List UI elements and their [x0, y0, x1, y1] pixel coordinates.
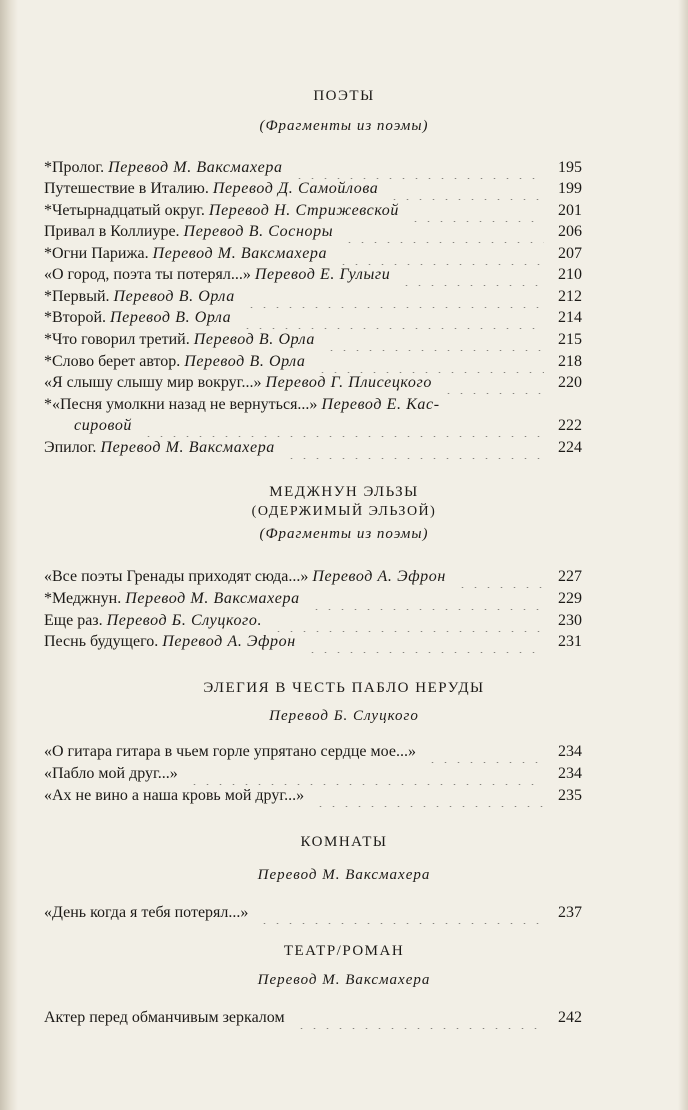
- toc-entry-title: «Пабло мой друг...»: [44, 765, 178, 782]
- page-number: 227: [558, 568, 582, 585]
- toc-entry-text: [44, 200, 399, 222]
- asterisk-mark: *: [44, 245, 52, 262]
- toc-entry-text: [44, 394, 440, 416]
- toc-entry-text: [44, 178, 378, 200]
- dot-leader: [306, 631, 544, 653]
- toc-entry-translator: Перевод В. Орла: [193, 331, 316, 348]
- dot-leader: [388, 178, 544, 200]
- dot-leader: [310, 588, 544, 610]
- page-number: 230: [558, 612, 582, 629]
- toc-entry-translator: Перевод Б. Слуцкого.: [106, 612, 263, 629]
- toc-entry-text: [44, 631, 296, 653]
- toc-entry-translator: Перевод Г. Плисецкого: [265, 374, 432, 391]
- toc-entry: [44, 178, 582, 200]
- dot-leader: [285, 437, 544, 459]
- toc-entry: [44, 566, 582, 588]
- toc-entry-translator: Перевод М. Ваксмахера: [152, 245, 328, 262]
- dot-leader: [343, 221, 544, 243]
- toc-entry-title: «О гитара гитара в чьем горле упрятано сердце мое...»: [44, 743, 416, 760]
- toc-entry-title: Пролог.: [52, 159, 109, 176]
- toc-entry-title: «Все поэты Гренады приходят сюда...»: [44, 568, 313, 585]
- page-number: 206: [558, 223, 582, 240]
- toc-entry: [44, 243, 582, 265]
- toc-entry-title: Эпилог.: [44, 439, 101, 456]
- dot-leader: [295, 1007, 544, 1029]
- asterisk-mark: *: [44, 590, 52, 607]
- toc-entry-text: [44, 610, 262, 632]
- section-title: МЕДЖНУН ЭЛЬЗЫ: [269, 484, 419, 500]
- toc-entry-translator: Перевод М. Ваксмахера: [108, 159, 283, 176]
- page-number: 231: [558, 633, 582, 650]
- toc-entry-text: [44, 588, 300, 610]
- dot-leader: [400, 264, 544, 286]
- toc-entry-translator: Перевод Д. Самойлова: [212, 180, 379, 197]
- dot-leader: [245, 286, 544, 308]
- toc-entry: [44, 631, 582, 653]
- dot-leader: [314, 785, 544, 807]
- section-subtitle: (Фрагменты из поэмы): [259, 118, 429, 134]
- toc-entry-text: [44, 566, 446, 588]
- toc-entry-title: Что говорил третий.: [52, 331, 194, 348]
- toc-entry-translator: Перевод Е. Кас-: [321, 396, 440, 413]
- toc-entry: [44, 588, 582, 610]
- toc-entry: [44, 157, 582, 179]
- toc-entry-title: Песнь будущего.: [44, 633, 163, 650]
- section-title-alt: (ОДЕРЖИМЫЙ ЭЛЬЗОЙ): [251, 504, 437, 519]
- toc-entry-title: Первый.: [52, 288, 114, 305]
- toc-entry-title: Второй.: [52, 309, 111, 326]
- toc-entry-translator: Перевод Н. Стрижевской: [208, 202, 399, 219]
- page-number: 207: [558, 245, 582, 262]
- section-subtitle: Перевод М. Ваксмахера: [257, 972, 431, 988]
- toc-entry: [44, 329, 582, 351]
- dot-leader: [426, 741, 544, 763]
- page-number: 234: [558, 765, 582, 782]
- toc-entry-title: «День когда я тебя потерял...»: [44, 904, 249, 921]
- page-number: 210: [558, 266, 582, 283]
- toc-entry-text: [44, 1007, 285, 1029]
- dot-leader: [456, 566, 544, 588]
- dot-leader: [293, 157, 544, 179]
- toc-entry-text: [44, 264, 390, 286]
- asterisk-mark: *: [44, 288, 52, 305]
- toc-entry-title: «О город, поэта ты потерял...»: [44, 266, 255, 283]
- page-number: 234: [558, 743, 582, 760]
- dot-leader: [325, 329, 544, 351]
- toc-entry-title: «Песня умолкни назад не вернуться...»: [52, 396, 322, 413]
- toc-entry-text: [44, 243, 327, 265]
- page-number: 229: [558, 590, 582, 607]
- toc-entry-text: [44, 372, 432, 394]
- asterisk-mark: *: [44, 159, 52, 176]
- toc-entry-text: [74, 415, 132, 437]
- toc-entry-translator: Перевод В. Орла: [110, 309, 232, 326]
- section-subtitle: Перевод Б. Слуцкого: [269, 708, 419, 724]
- page-number: 201: [558, 202, 582, 219]
- toc-entry-translator: Перевод Е. Гулыги: [254, 266, 391, 283]
- toc-entry-title: Актер перед обманчивым зеркалом: [44, 1009, 285, 1026]
- toc-entry: [44, 415, 582, 437]
- dot-leader: [142, 415, 544, 437]
- toc-entry-translator: Перевод В. Орла: [184, 353, 306, 370]
- page-number: 215: [558, 331, 582, 348]
- toc-entry-translator: сировой: [74, 417, 133, 434]
- toc-entry-translator: Перевод М. Ваксмахера: [125, 590, 300, 607]
- toc-entry-text: [44, 763, 178, 785]
- page-number: 222: [558, 417, 582, 434]
- page-number: 214: [558, 309, 582, 326]
- page-number: 224: [558, 439, 582, 456]
- page-number: 235: [558, 787, 582, 804]
- asterisk-mark: *: [44, 396, 52, 413]
- toc-entry: [44, 200, 582, 222]
- toc-entry: [44, 394, 582, 416]
- asterisk-mark: *: [44, 309, 52, 326]
- toc-entry: [44, 264, 582, 286]
- dot-leader: [442, 372, 544, 394]
- toc-entry-title: «Я слышу слышу мир вокруг...»: [44, 374, 266, 391]
- toc-entry-text: [44, 286, 235, 308]
- toc-entry-title: Четырнадцатый округ.: [52, 202, 209, 219]
- section-subtitle: (Фрагменты из поэмы): [259, 526, 429, 542]
- toc-entry-title: «Ах не вино а наша кровь мой друг...»: [44, 787, 305, 804]
- page-number: 220: [558, 374, 582, 391]
- dot-leader: [241, 307, 544, 329]
- page-number: 242: [558, 1009, 582, 1026]
- toc-entry: [44, 902, 582, 924]
- toc-entry-text: [44, 221, 333, 243]
- toc-entry: [44, 741, 582, 763]
- toc-entry-title: Путешествие в Италию.: [44, 180, 213, 197]
- dot-leader: [258, 902, 544, 924]
- toc-entry-text: [44, 741, 416, 763]
- toc-entry-text: [44, 329, 315, 351]
- toc-entry: [44, 351, 582, 373]
- toc-entry-text: [44, 785, 304, 807]
- toc-entry: [44, 785, 582, 807]
- dot-leader: [188, 763, 544, 785]
- asterisk-mark: *: [44, 331, 52, 348]
- toc-entry-title: Привал в Коллиуре.: [44, 223, 184, 240]
- toc-entry-translator: Перевод В. Сосноры: [183, 223, 334, 240]
- page-number: 237: [558, 904, 582, 921]
- toc-entry-title: Слово берет автор.: [52, 353, 185, 370]
- section-subtitle: Перевод М. Ваксмахера: [257, 867, 431, 883]
- toc-entry-translator: Перевод А. Эфрон: [162, 633, 296, 650]
- section-title: ЭЛЕГИЯ В ЧЕСТЬ ПАБЛО НЕРУДЫ: [203, 680, 485, 696]
- page-number: 199: [558, 180, 582, 197]
- section-title: ПОЭТЫ: [313, 88, 375, 104]
- toc-entry-text: [44, 437, 275, 459]
- page-number: 195: [558, 159, 582, 176]
- toc-entry-title: Еще раз.: [44, 612, 107, 629]
- toc-entry-text: [44, 351, 306, 373]
- asterisk-mark: *: [44, 353, 52, 370]
- dot-leader: [409, 200, 544, 222]
- toc-entry: [44, 763, 582, 785]
- toc-entry-text: [44, 902, 248, 924]
- toc-entry: [44, 372, 582, 394]
- section-title: ТЕАТР/РОМАН: [283, 943, 405, 959]
- page-number: 218: [558, 353, 582, 370]
- dot-leader: [337, 243, 544, 265]
- dot-leader: [316, 351, 544, 373]
- toc-entry: [44, 307, 582, 329]
- toc-entry: [44, 437, 582, 459]
- asterisk-mark: *: [44, 202, 52, 219]
- toc-entry-translator: Перевод А. Эфрон: [312, 568, 446, 585]
- toc-entry-translator: Перевод В. Орла: [113, 288, 235, 305]
- toc-entry-text: [44, 157, 283, 179]
- toc-entry: [44, 1007, 582, 1029]
- toc-entry-text: [44, 307, 231, 329]
- toc-entry: [44, 610, 582, 632]
- page-number: 212: [558, 288, 582, 305]
- toc-entry-title: Огни Парижа.: [52, 245, 153, 262]
- section-title: КОМНАТЫ: [300, 834, 388, 850]
- toc-entry: [44, 221, 582, 243]
- dot-leader: [272, 610, 544, 632]
- toc-entry-translator: Перевод М. Ваксмахера: [100, 439, 275, 456]
- toc-entry-title: Меджнун.: [52, 590, 126, 607]
- toc-entry: [44, 286, 582, 308]
